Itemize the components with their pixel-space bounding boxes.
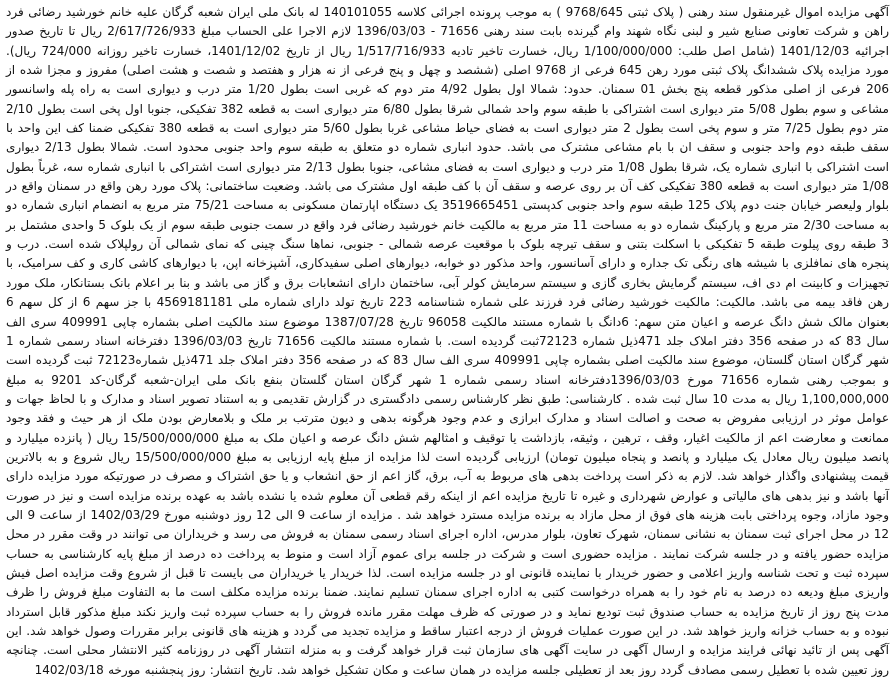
auction-notice-text: آگهی مزایده اموال غیرمنقول سند رهنی ( پلاک ثبتی 9768/645 ) به موجب پرونده اجرائی کلاسه 140101055 له بانک ملی ایران شعبه گرگان علیه خانم خورشید رضائی فرد راهن و شرکت تعاونی صنایع شیر و لبنی نگاه شهند وام گیرنده بابت سند رهنی 71656 - 1396/03/03 لازم الاجرا علی الحساب مبلغ 2/617/726/933 ریال تا تاریخ صدور اجرائیه 1401/12/03 (شامل اصل طلب: 1/100/000/000 ریال، خسارت تاخیر تادیه 1/517/716/933 ریال از تاریخ 1401/12/02، خسارت تاخیر روزانه 724/000 ریال). مورد مزایده پلاک ششدانگ پلاک ثبتی مورد رهن 645 فرعی از 9768 اصلی (ششصد و چهل و پنج فرعی از نه هزار و هفتصد و شصت و هشت اصلی) مفروز و مجزا شده از 206 فرعی از اصلی مذکور قطعه پنج بخش 01 سمنان. حدود: شمالا اول بطول 4/92 متر دوم که غربی است بطول 1/20 متر درب و دیواری است به راه پله واسانسور مشاعی و سوم بطول 5/08 متر دیواری است اشتراکی با طبقه سوم واحد شمالی شرقا بطول 6/80 متر دیواری است به قطعه 382 تفکیکی، جنوبا اول پخی است بطول 2/10 متر دوم بطول 7/25 متر و سوم پخی است بطول 2 متر دیواری است به فضای حیاط مشاعی غربا بطول 5/60 متر دیواری است به قطعه 380 تفکیکی ضمنا کف این واحد با سقف طبقه دوم واحد جنوبی و سقف ان با بام مشاعی مشترک می باشد. حدود انباری شماره دو متعلق به طبقه سوم واحد جنوبی محدود است. شمالا بطول 2/13 دیواری است اشتراکی با انباری شماره یک، شرقا بطول 1/08 متر درب و دیواری است به فضای مشاعی، جنوبا بطول 2/13 متر دیواری است اشتراکی با انباری شماره سه، غرباً بطول 1/08 متر دیواری است به قطعه 380 تفکیکی کف آن بر روی عرصه و سقف آن با کف طبقه اول مشترک می باشد. وضعیت ساختمانی: پلاک مورد رهن واقع در سمنان واقع در بلوار ولیعصر خیابان جنت دوم پلاک 125 طبقه سوم واحد جنوبی کدپستی 3519665451 یک دستگاه اپارتمان مسکونی به مساحت 75/21 متر مربع به انضمام انباری شماره دو به مساحت 2/30 متر مربع و پارکینگ شماره دو به مساحت 11 متر مربع به مالکیت خانم خورشید رضائی فرد واقع در سمت جنوبی طبقه سوم از یک بلوک 5 واحدی مشتمل بر 3 طبقه روی پیلوت طبقه 5 تفکیکی با اسکلت بتنی و سقف تیرچه بلوک با موقعیت عرصه شمالی - جنوبی، نماها سنگ چینی که نمای شمالی آن رولپلاک شده است. درب و پنجره های نمافلزی با شیشه های رنگی تک جداره و دارای آسانسور، واحد مذکور دو خوابه، دیوارهای اصلی سفیدکاری، آشپزخانه اپن، با دیوارهای کاشی کاری و کف سرامیک، با تجهیزات و کابینت ام دی اف، سیستم گرمایش بخاری گازی و سیستم سرمایش کولر آبی، ساختمان دارای انشعابات برق و گاز می باشد و بنا بر اعلام بانک بستانکار، ملک مورد رهن فاقد بیمه می باشد. مالکیت: مالکیت خورشید رضائی فرد فرزند علی شماره شناسنامه 223 تاریخ تولد دارای شماره ملی 4569181181 با جز سهم 6 از کل سهم 6 بعنوان مالک شش دانگ عرصه و اعیان متن سهم: 6دانگ با شماره مستند مالکیت 96058 تاریخ 1387/07/28 موضوع سند مالکیت اصلی بشماره چاپی 409991 سری الف سال 83 که در صفحه 356 دفتر املاک جلد 471ذیل شماره 72123ثبت گردیده است. با شماره مستند مالکیت 71656 تاریخ 1396/03/03 دفترخانه اسناد رسمی شماره 1 شهر گرگان استان گلستان، موضوع سند مالکیت اصلی بشماره چاپی 409991 سری الف سال 83 که در صفحه 356 دفتر املاک جلد 471ذیل شماره72123 ثبت گردیده است و بموجب رهنی شماره 71656 مورخ 1396/03/03دفترخانه اسناد رسمی شماره 1 شهر گرگان استان گلستان بنفع بانک ملی ایران-شعبه گرگان-کد 9201 به مبلغ 1,100,000,000 ریال به مدت 10 سال ثبت شده . کارشناسی: طبق نظر کارشناس رسمی دادگستری در گزارش تقدیمی و به استناد تصویر اسناد و مدارک و با لحاظ جهات و عوامل موثر در ارزیابی مفروض به صحت و اصالت اسناد و مدارک ابرازی و عدم وجود هرگونه بدهی و دیون مترتب بر ملک و بلامعارض بودن ملک از هر حیث و فقد وجود ممانعت و معارضت اعم از مالکیت اغیار، وقف ، ترهین ، وثیقه، بازداشت یا توقیف و امثالهم شش دانگ عرصه و اعیان ملک به مبلغ 15/500/000/000 ریال ( پانزده میلیارد و پانصد میلیون ریال معادل یک میلیارد و پانصد و پنجاه میلیون تومان) ارزیابی گردیده است لذا مزایده از مبلغ پایه ارزیابی به مبلغ 15/500/000/000 ریال شروع و به بالاترین قیمت پیشنهادی واگذار خواهد شد. لازم به ذکر است پرداخت بدهی های مربوط به آب، برق، گاز اعم از حق انشعاب و یا حق اشتراک و مصرف در صورتیکه مورد مزایده دارای آنها باشد و نیز بدهی های مالیاتی و عوارض شهرداری و غیره تا تاریخ مزایده اعم از اینکه رقم قطعی آن معلوم شده یا نشده باشد به عهده برنده مزایده است و نیز در صورت وجود مازاد، وجوه پرداختی بابت هزینه های فوق از محل مازاد به برنده مزایده مسترد خواهد شد . مزایده از ساعت 9 الی 12 روز دوشنبه مورخ 1402/03/29 از ساعت 9 الی 12 در محل اجرای ثبت سمنان به نشانی سمنان، شهرک تعاون، بلوار مدرس، اداره اجرای اسناد رسمی سمنان به فروش می رسد و خریداران می توانند در وقت مقرر در محل مزایده حضور یافته و در جلسه شرکت نمایند . مزایده حضوری است و شرکت در جلسه برای عموم آزاد است و منوط به پرداخت ده درصد از مبلغ پایه کارشناسی به حساب سپرده ثبت و تحت شناسه واریز اعلامی و حضور خریدار با نماینده قانونی او در جلسه مزایده است. لذا خریدار یا خریداران می بایست تا قبل از شروع وقت مزایده اصل فیش واریزی مبلغ ودیعه ده درصد به نام خود را به همراه درخواست کتبی به اداره اجرای سمنان تسلیم نمایند. ضمنا برنده مزایده مکلف است ما به التفاوت مبلغ فروش را ظرف مدت پنج روز از تاریخ مزایده به حساب صندوق ثبت تودیع نماید و در صورتی که ظرف مهلت مقرر مانده فروش را به حساب سپرده ثبت واریز نکند مبلغ مذکور قابل استرداد نبوده و به حساب خزانه واریز خواهد شد. در این صورت عملیات فروش از درجه اعتبار ساقط و مزایده تجدید می گردد و هزینه های قانونی برابر مقررات وصول خواهد شد. این آگهی پس از تائید نهائی فرایند مزایده و ارسال آگهی در سایت آگهی های سازمان ثبت قرار خواهد گرفت و به منزله انتشار آگهی در روزنامه کثیر الانتشار محلی است. چنانچه روز تعیین شده با تعطیل رسمی مصادف گردد روز بعد از تعطیلی جلسه مزایده در همان ساعت و مکان تشکیل خواهد شد. تاریخ انتشار: روز پنجشنبه مورخه 1402/03/18 xyxy=(6,5,890,677)
